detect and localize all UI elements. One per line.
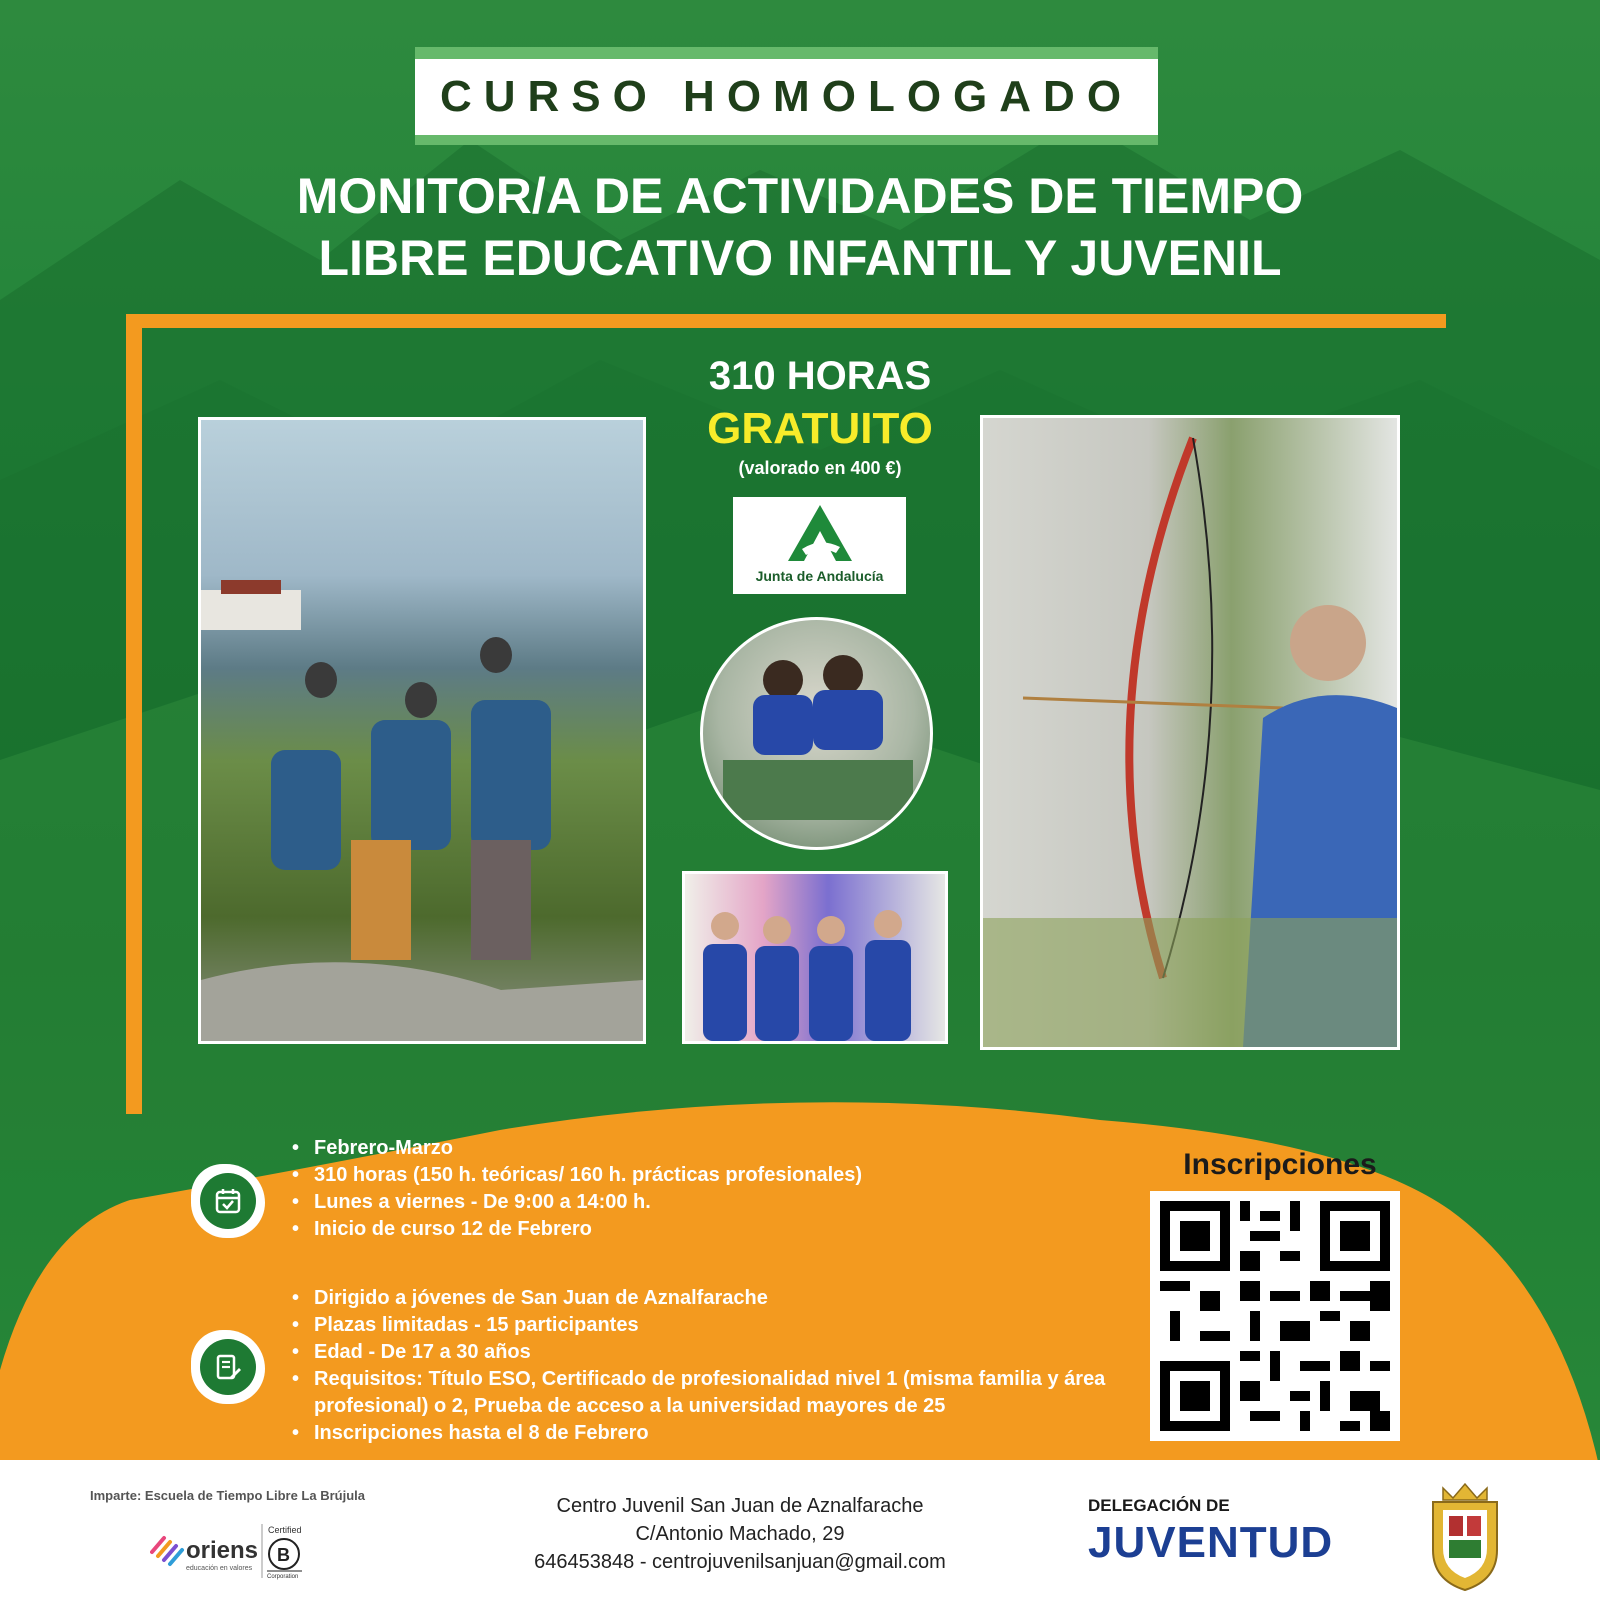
list-item: • 310 horas (150 h. teóricas/ 160 h. prácticas profesionales)	[292, 1162, 1092, 1189]
junta-andalucia-logo	[733, 497, 906, 594]
hours-label: 310 HORAS	[708, 354, 932, 398]
orange-frame-left	[126, 314, 142, 1114]
workshop-circle-photo	[700, 617, 933, 850]
oriens-logo-icon	[150, 1520, 320, 1580]
valued-label: (valorado en 400 €)	[738, 458, 902, 478]
registration-qr-code[interactable]	[1150, 1191, 1400, 1441]
list-item: • Febrero-Marzo	[292, 1135, 1092, 1162]
calendar-icon	[214, 1187, 242, 1215]
junta-logo-text: Junta de Andalucía	[755, 568, 884, 584]
juventud-label: JUVENTUD	[1088, 1518, 1334, 1567]
svg-text:Certified: Certified	[268, 1525, 302, 1535]
oriens-bcorp-logos	[150, 1520, 320, 1580]
contact-name: Centro Juvenil San Juan de Aznalfarache	[556, 1495, 924, 1517]
municipal-crest-icon	[1415, 1480, 1515, 1594]
delegacion-label: DELEGACIÓN DE	[1088, 1496, 1230, 1515]
title-line-1: MONITOR/A DE ACTIVIDADES DE TIEMPO	[296, 168, 1304, 224]
contact-phone-email[interactable]: 646453848 - centrojuvenilsanjuan@gmail.com	[534, 1551, 946, 1573]
svg-text:B: B	[277, 1545, 290, 1565]
schedule-list	[292, 1135, 1092, 1243]
calendar-icon-badge	[191, 1164, 265, 1238]
list-item: • Plazas limitadas - 15 participantes	[292, 1312, 1122, 1339]
oriens-text: oriens	[186, 1537, 259, 1564]
svg-text:Corporation: Corporation	[267, 1574, 299, 1580]
list-item: • Inicio de curso 12 de Febrero	[292, 1216, 1092, 1243]
svg-text:educación en valores: educación en valores	[186, 1565, 253, 1572]
requirements-list	[292, 1285, 1122, 1447]
badge-text: CURSO HOMOLOGADO	[439, 72, 1134, 121]
list-item: • Requisitos: Título ESO, Certificado de profesionalidad nivel 1 (misma familia y área profesional) o 2, Prueba de acceso a la universidad mayores de 25	[292, 1366, 1122, 1420]
form-edit-icon	[214, 1353, 242, 1381]
archery-photo	[980, 415, 1400, 1050]
contact-info	[470, 1492, 1010, 1576]
imparte-label: Imparte: Escuela de Tiempo Libre La Brújula	[90, 1488, 365, 1503]
course-title	[100, 165, 1500, 289]
inscripciones-heading: Inscripciones	[1183, 1148, 1377, 1181]
list-item: • Edad - De 17 a 30 años	[292, 1339, 1122, 1366]
list-item: • Dirigido a jóvenes de San Juan de Aznalfarache	[292, 1285, 1122, 1312]
contact-address: C/Antonio Machado, 29	[635, 1523, 845, 1545]
orange-frame-top	[126, 314, 1446, 328]
title-line-2: LIBRE EDUCATIVO INFANTIL Y JUVENIL	[318, 230, 1282, 286]
form-icon-badge	[191, 1330, 265, 1404]
junta-a-icon	[780, 503, 860, 563]
hikers-photo	[198, 417, 646, 1044]
curso-homologado-badge	[415, 47, 1158, 145]
list-item: • Inscripciones hasta el 8 de Febrero	[292, 1420, 1122, 1447]
list-item: • Lunes a viernes - De 9:00 a 14:00 h.	[292, 1189, 1092, 1216]
team-photo	[682, 871, 948, 1044]
free-label: GRATUITO	[707, 404, 933, 453]
